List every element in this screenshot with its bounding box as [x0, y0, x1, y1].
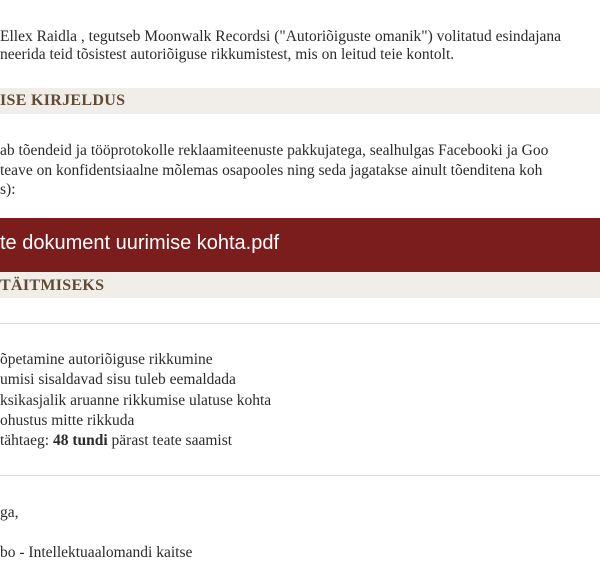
- section-header-requirements: [0, 272, 600, 298]
- closing-signature: bo - Intellektuaalomandi kaitse: [0, 544, 193, 561]
- requirement-item-3: ksikasjalik aruanne rikkumise ulatuse kohta: [0, 392, 272, 409]
- requirement-item-2: umisi sisaldavad sisu tuleb eemaldada: [0, 371, 236, 388]
- requirement-item-4: ohustus mitte rikkuda: [0, 412, 135, 429]
- requirement-item-1: õpetamine autoriõiguse rikkumine: [0, 351, 213, 368]
- requirement-deadline: [0, 431, 232, 451]
- section-header-description: [0, 88, 600, 114]
- attachment-link[interactable]: [0, 218, 600, 272]
- description-line-3: s):: [0, 181, 16, 198]
- section-title-requirements: TÄITMISEKS: [0, 277, 105, 294]
- intro-line-1: Ellex Raidla , tegutseb Moonwalk Recordsi ("Autoriõiguste omanik") volitatud esindajana: [0, 28, 562, 45]
- intro-line-2: neerida teid tõsistest autoriõiguse rikkumistest, mis on leitud teie kontolt.: [0, 46, 455, 63]
- closing-greeting: ga,: [0, 504, 19, 521]
- deadline-prefix: tähtaeg:: [0, 432, 53, 449]
- description-line-1: ab tõendeid ja tööprotokolle reklaamiteenuste pakkujatega, sealhulgas Facebooki ja Goo: [0, 142, 549, 159]
- deadline-suffix: pärast teate saamist: [107, 432, 233, 449]
- attachment-label: te dokument uurimise kohta.pdf: [0, 232, 280, 254]
- section-title-description: ISE KIRJELDUS: [0, 92, 126, 109]
- description-line-2: teave on konfidentsiaalne mõlemas osapooles ning seda jagatakse ainult tõenditena koh: [0, 162, 543, 179]
- divider-top: [0, 323, 600, 324]
- divider-bottom: [0, 475, 600, 476]
- deadline-value: 48 tundi: [52, 432, 108, 449]
